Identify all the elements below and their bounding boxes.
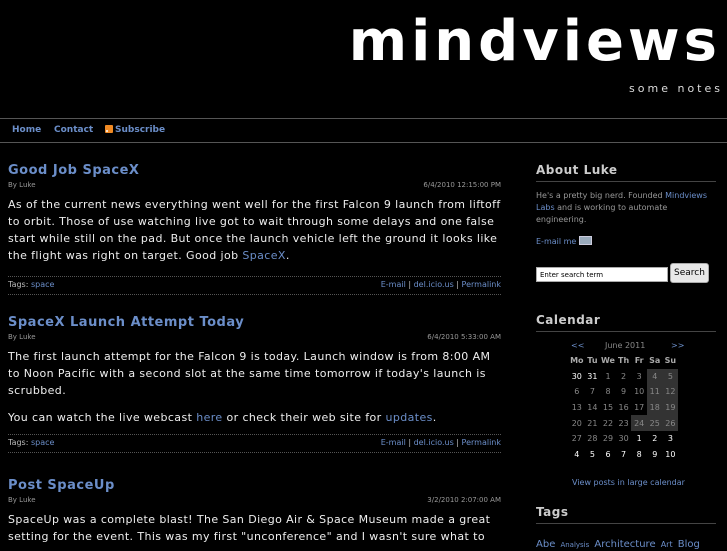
calendar-weekday: Mo	[570, 356, 584, 366]
post-author: By Luke	[8, 181, 36, 189]
post-author: By Luke	[8, 333, 36, 341]
tag-architecture[interactable]: Architecture	[594, 539, 656, 550]
calendar-day[interactable]: 4	[574, 449, 580, 459]
calendar-week	[569, 384, 678, 400]
post	[8, 315, 501, 453]
rss-icon	[105, 125, 113, 133]
tag-link[interactable]: space	[30, 280, 55, 289]
tag-blog[interactable]: Blog	[677, 539, 700, 550]
calendar-day[interactable]: 4	[647, 369, 663, 385]
tags-section	[536, 505, 716, 524]
site-subtitle: some notes	[629, 82, 723, 95]
calendar-day[interactable]: 9	[621, 387, 627, 397]
calendar-day[interactable]: 14	[587, 403, 598, 413]
calendar-day[interactable]: 28	[587, 434, 598, 444]
site-title[interactable]: mindviews	[348, 9, 721, 74]
tag-abe[interactable]: Abe	[536, 539, 556, 550]
post	[8, 478, 501, 545]
separator: |	[456, 438, 459, 447]
tags-label: Tags:	[8, 280, 29, 289]
post-text: As of the current news everything went well for the first Falcon 9 launch from liftoff to orbit. Those of use watching live got to wait through some delays and one false start while still on the pad. But once the launch vehicle left the ground it looks like the flight was right on target. Good job	[8, 198, 501, 262]
calendar-day[interactable]: 27	[571, 434, 582, 444]
post-date: 6/4/2010 12:15:00 PM	[423, 181, 501, 189]
mail-icon	[579, 236, 592, 245]
calendar-week	[569, 369, 678, 385]
post-author: By Luke	[8, 496, 36, 504]
delicious-link[interactable]: del.icio.us	[413, 280, 454, 289]
calendar-day[interactable]: 1	[605, 371, 611, 381]
permalink-link[interactable]: Permalink	[461, 280, 501, 289]
calendar-table	[569, 353, 678, 462]
calendar-day[interactable]: 8	[636, 449, 642, 459]
post-body	[8, 196, 501, 264]
calendar-week	[569, 400, 678, 416]
post-paragraph: The first launch attempt for the Falcon 9 is today. Launch window is from 8:00 AM to Noon Pacific with a second slot at the same time tomorrow if today's launch is scrubbed.	[8, 350, 491, 397]
calendar-weekday: Su	[664, 356, 677, 366]
calendar-day[interactable]: 1	[636, 434, 642, 444]
calendar-day[interactable]: 3	[667, 434, 673, 444]
prev-month-link[interactable]: <<	[571, 341, 585, 350]
email-me[interactable]	[536, 236, 716, 248]
email-me-link[interactable]: E-mail me	[536, 237, 577, 246]
calendar-heading: Calendar	[536, 313, 716, 332]
post-footer	[8, 434, 501, 453]
about-heading: About Luke	[536, 163, 716, 182]
post-actions	[381, 280, 501, 289]
calendar-weekday: We	[601, 356, 615, 366]
post-footer	[8, 276, 501, 295]
calendar-day[interactable]: 23	[618, 418, 629, 428]
tags-label: Tags:	[8, 438, 29, 447]
nav-subscribe-label: Subscribe	[115, 125, 166, 135]
calendar-day[interactable]: 31	[587, 371, 598, 381]
nav-bar	[0, 120, 727, 143]
calendar-day[interactable]: 7	[621, 449, 627, 459]
post-title[interactable]: Post SpaceUp	[8, 478, 115, 493]
email-link[interactable]: E-mail	[380, 280, 406, 289]
calendar-day[interactable]: 26	[663, 415, 679, 431]
calendar-day[interactable]: 2	[652, 434, 658, 444]
nav-subscribe[interactable]	[105, 125, 165, 135]
calendar-day[interactable]: 16	[618, 403, 629, 413]
tag-analysis[interactable]: Analysis	[560, 541, 590, 549]
calendar-day[interactable]: 6	[574, 387, 580, 397]
calendar-day[interactable]: 30	[618, 434, 629, 444]
calendar-section	[536, 313, 716, 332]
search-button[interactable]: Search	[670, 263, 709, 283]
separator: |	[456, 280, 459, 289]
mindviews-labs-link[interactable]: Mindviews Labs	[536, 191, 708, 212]
post-text: .	[285, 249, 290, 262]
calendar-day[interactable]: 10	[665, 449, 676, 459]
calendar-day[interactable]: 18	[647, 400, 663, 416]
post-body: SpaceUp was a complete blast! The San Diego Air & Space Museum made a great setting for the event. This was my first "unconference" and I wasn't sure what to	[8, 513, 491, 543]
post-date: 3/2/2010 2:07:00 AM	[427, 496, 501, 504]
nav-contact[interactable]: Contact	[54, 125, 94, 135]
site-header	[0, 0, 727, 119]
calendar-weekday: Tu	[587, 356, 598, 366]
calendar-week	[569, 415, 678, 431]
post-paragraph: You can watch the live webcast here or check their web site for updates.	[8, 411, 437, 424]
calendar-day[interactable]: 7	[589, 387, 595, 397]
calendar-week	[569, 447, 678, 463]
next-month-link[interactable]: >>	[671, 341, 685, 350]
post-meta	[8, 496, 501, 508]
calendar-day[interactable]: 9	[652, 449, 658, 459]
about-text: He's a pretty big nerd. Founded Mindviews Labs and is working to automate engineering.	[536, 191, 708, 224]
calendar-day[interactable]: 15	[602, 403, 614, 413]
calendar-day[interactable]: 19	[663, 400, 679, 416]
tag-art[interactable]: Art	[660, 540, 673, 549]
nav-home[interactable]: Home	[12, 125, 42, 135]
separator: |	[408, 280, 412, 289]
large-calendar-link[interactable]: View posts in large calendar	[572, 478, 685, 487]
calendar-day[interactable]: 22	[602, 418, 614, 428]
post-body	[8, 348, 501, 426]
calendar-day[interactable]: 25	[647, 415, 663, 431]
calendar-day[interactable]: 24	[631, 415, 647, 431]
post	[8, 163, 501, 295]
delicious-link[interactable]: del.icio.us	[413, 438, 454, 447]
tag-cloud	[536, 532, 726, 551]
email-link[interactable]: E-mail	[380, 438, 406, 447]
post-meta	[8, 333, 501, 345]
calendar-day[interactable]: 6	[605, 449, 611, 459]
calendar-day[interactable]: 8	[605, 387, 611, 397]
calendar-day[interactable]: 5	[589, 449, 595, 459]
calendar-day[interactable]: 20	[571, 418, 582, 428]
calendar-week	[569, 431, 678, 447]
post-title[interactable]: SpaceX Launch Attempt Today	[8, 315, 245, 330]
webcast-link[interactable]: here	[196, 411, 223, 424]
calendar-weekday: Sa	[649, 356, 661, 366]
separator: |	[408, 438, 412, 447]
calendar-weekday: Th	[618, 356, 630, 366]
post-actions	[381, 438, 501, 447]
tag-link[interactable]: space	[30, 438, 55, 447]
calendar-day[interactable]: 17	[634, 403, 645, 413]
post-date: 6/4/2010 5:33:00 AM	[427, 333, 501, 341]
spacex-link[interactable]: SpaceX	[242, 249, 286, 262]
post-meta	[8, 181, 501, 193]
about-section	[536, 163, 716, 248]
calendar-weekday: Fr	[634, 356, 644, 366]
calendar-day[interactable]: 11	[647, 384, 663, 400]
calendar-day[interactable]: 2	[621, 371, 627, 381]
calendar-day[interactable]: 13	[571, 403, 582, 413]
calendar-day[interactable]: 5	[663, 369, 679, 385]
calendar-day[interactable]: 21	[587, 418, 598, 428]
tags-heading: Tags	[536, 505, 716, 524]
calendar-day[interactable]: 12	[663, 384, 679, 400]
post-title[interactable]: Good Job SpaceX	[8, 163, 140, 178]
calendar-month: June 2011	[605, 341, 646, 350]
calendar-days-row	[569, 353, 678, 369]
calendar-day[interactable]: 29	[602, 434, 614, 444]
calendar-day[interactable]: 3	[636, 371, 642, 381]
search-input[interactable]	[536, 267, 668, 282]
calendar-day[interactable]: 10	[634, 387, 645, 397]
permalink-link[interactable]: Permalink	[461, 438, 501, 447]
calendar-day[interactable]: 30	[571, 371, 582, 381]
updates-link[interactable]: updates	[385, 411, 433, 424]
